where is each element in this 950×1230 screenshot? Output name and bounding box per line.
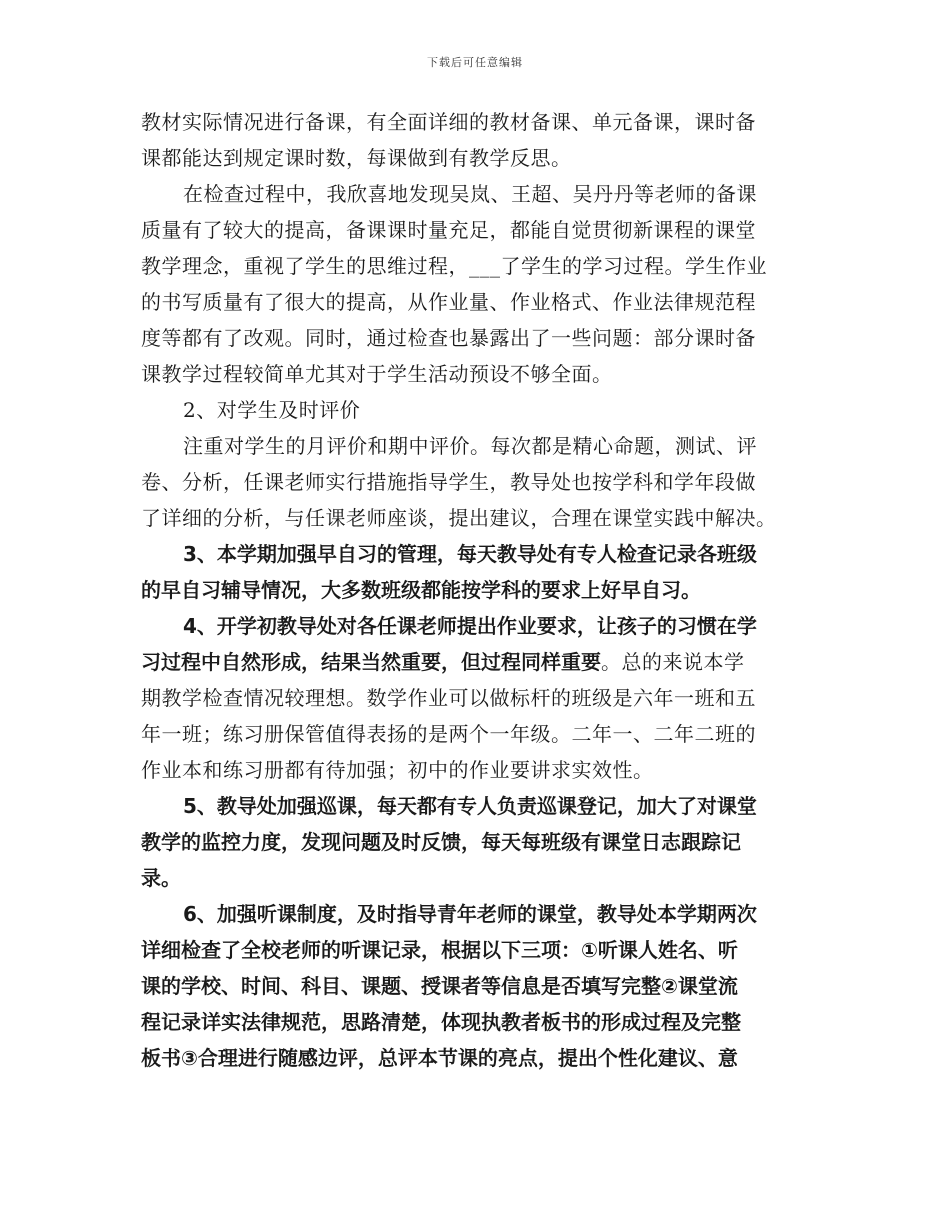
text-line xyxy=(141,464,811,500)
bold-text: 5、教导处加强巡课，每天都有专人负责巡课登记，加大了对课堂 xyxy=(183,794,757,818)
text-line xyxy=(141,788,811,824)
text-line xyxy=(141,932,811,968)
page-header: 下载后可任意编辑 xyxy=(427,56,523,69)
text-line xyxy=(141,248,811,284)
bold-text: 习过程中自然形成，结果当然重要，但过程同样重要 xyxy=(141,650,601,674)
bold-text: 程记录详实法律规范，思路清楚，体现执教者板书的形成过程及完整 xyxy=(141,1010,741,1034)
bold-text: 教学的监控力度，发现问题及时反馈，每天每班级有课堂日志跟踪记 xyxy=(141,830,741,854)
bold-text: 详细检查了全校老师的听课记录，根据以下三项：①听课人姓名、听 xyxy=(141,938,738,962)
text-line xyxy=(141,284,811,320)
body-text: 教材实际情况进行备课，有全面详细的教材备课、单元备课，课时备 xyxy=(141,110,756,134)
bold-text: 3、本学期加强早自习的管理，每天教导处有专人检查记录各班级 xyxy=(183,542,757,566)
text-line xyxy=(141,968,811,1004)
body-text: 年一班；练习册保管值得表扬的是两个一年级。二年一、二年二班的 xyxy=(141,722,756,746)
body-text: 2、对学生及时评价 xyxy=(183,398,361,422)
text-line xyxy=(141,896,811,932)
text-line xyxy=(141,536,811,572)
body-text: 课都能达到规定课时数，每课做到有教学反思。 xyxy=(141,146,572,170)
text-line xyxy=(141,500,811,536)
text-line xyxy=(141,428,811,464)
body-text: 。总的来说本学 xyxy=(601,650,745,674)
body-text: 在检查过程中，我欣喜地发现吴岚、王超、吴丹丹等老师的备课 xyxy=(183,182,757,206)
bold-text: 6、加强听课制度，及时指导青年老师的课堂，教导处本学期两次 xyxy=(183,902,757,926)
text-line xyxy=(141,824,811,860)
text-line xyxy=(141,716,811,752)
text-line xyxy=(141,1040,811,1076)
body-text: 了详细的分析，与任课老师座谈，提出建议，合理在课堂实践中解决。 xyxy=(141,506,777,530)
body-text: 注重对学生的月评价和期中评价。每次都是精心命题，测试、评 xyxy=(183,434,757,458)
text-line xyxy=(141,104,811,140)
text-line xyxy=(141,572,811,608)
bold-text: 课的学校、时间、科目、课题、授课者等信息是否填写完整②课堂流 xyxy=(141,974,738,998)
text-line xyxy=(141,680,811,716)
bold-text: 4、开学初教导处对各任课老师提出作业要求，让孩子的习惯在学 xyxy=(183,614,757,638)
body-text: 的书写质量有了很大的提高，从作业量、作业格式、作业法律规范程 xyxy=(141,290,756,314)
text-line xyxy=(141,1004,811,1040)
text-line xyxy=(141,608,811,644)
body-text: 卷、分析，任课老师实行措施指导学生，教导处也按学科和学年段做 xyxy=(141,470,756,494)
bold-text: 的早自习辅导情况，大多数班级都能按学科的要求上好早自习。 xyxy=(141,578,701,602)
body-text: 质量有了较大的提高，备课课时量充足，都能自觉贯彻新课程的课堂 xyxy=(141,218,756,242)
text-line xyxy=(141,752,811,788)
text-line xyxy=(141,644,811,680)
text-line xyxy=(141,860,811,896)
text-line xyxy=(141,356,811,392)
document-body xyxy=(141,104,811,1076)
text-line xyxy=(141,392,811,428)
body-text: 课教学过程较简单尤其对于学生活动预设不够全面。 xyxy=(141,362,613,386)
text-line xyxy=(141,140,811,176)
text-line xyxy=(141,320,811,356)
body-text: 度等都有了改观。同时，通过检查也暴露出了一些问题：部分课时备 xyxy=(141,326,756,350)
body-text: 教学理念，重视了学生的思维过程，___了学生的学习过程。学生作业 xyxy=(141,254,767,278)
bold-text: 录。 xyxy=(141,866,181,890)
body-text: 期教学检查情况较理想。数学作业可以做标杆的班级是六年一班和五 xyxy=(141,686,756,710)
body-text: 作业本和练习册都有待加强；初中的作业要讲求实效性。 xyxy=(141,758,654,782)
text-line xyxy=(141,176,811,212)
bold-text: 板书③合理进行随感边评，总评本节课的亮点，提出个性化建议、意 xyxy=(141,1046,738,1070)
text-line xyxy=(141,212,811,248)
